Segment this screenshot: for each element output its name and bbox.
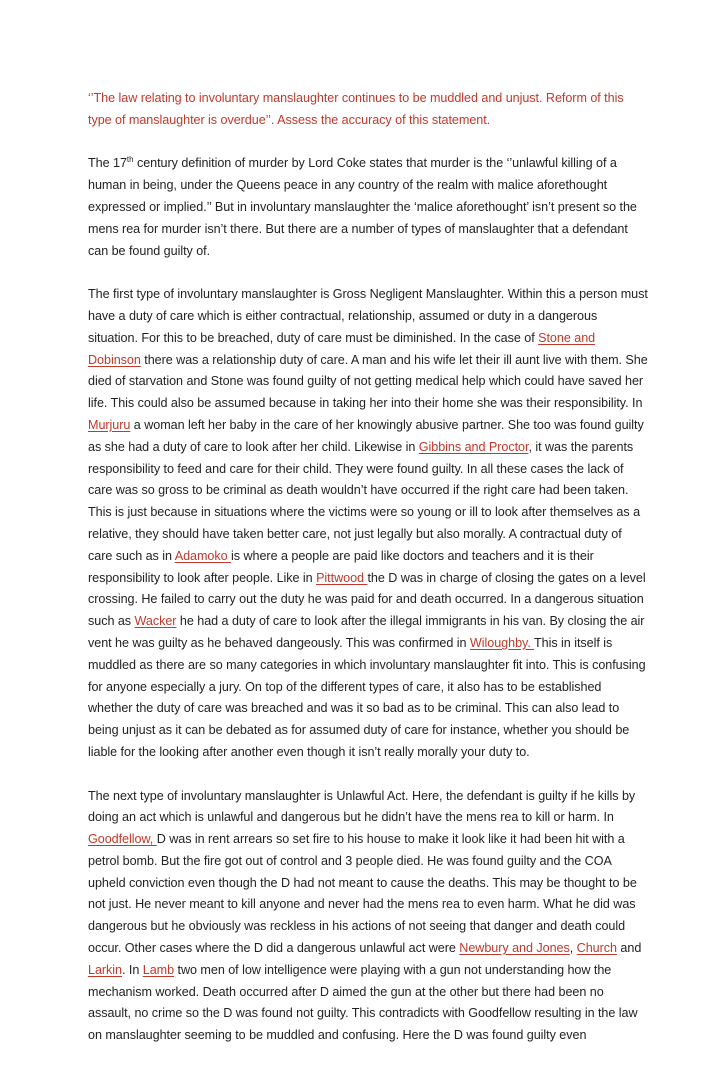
case-murjuru: Murjuru	[88, 417, 131, 432]
essay-title: ‘’The law relating to involuntary manslaughter continues to be muddled and unjust. Reform of this type of manslaughter is overdue’’. Assess the accuracy of this statement.	[88, 91, 624, 127]
text-run: . In	[122, 962, 143, 977]
case-wiloughby: Wiloughby.	[469, 635, 535, 650]
text-run: is where a people are paid like doctors and teachers and it is their responsibility to look after people. Like in	[88, 548, 594, 585]
text-run: two men of low intelligence were playing with a gun not understanding how the mechanism worked. Death occurred after D aimed the gun at the other but there had been no assault, no crime so the D was found not guilty. This contradicts with Goodfellow resulting in the law on manslaughter seeming to be muddled and confusing. Here the D was found guilty even	[88, 962, 638, 1043]
text-run: , it was the parents responsibility to feed and care for their child. They were found guilty. In all these cases the lack of care was so gross to be criminal as death wouldn’t have occurred if the right care had been taken. This is just because in situations where the victims were so young or ill to look after themselves as a relative, they should have taken better care, not just legally but also morally. A contractual duty of care such as in	[88, 439, 641, 563]
text-run: and	[616, 941, 642, 956]
text-run: there was a relationship duty of care. A man and his wife let their ill aunt live with them. She died of starvation and Stone was found guilty of not getting medical help which could have saved her life. This could also be assumed because in taking her into their home she was their responsibility. In	[88, 352, 648, 411]
case-newbury-and-jones: Newbury and Jones	[459, 941, 570, 956]
intro-text-a: The 17	[88, 156, 127, 171]
case-lamb: Lamb	[142, 962, 175, 977]
case-adamoko: Adamoko	[174, 548, 232, 563]
case-gibbins-and-proctor: Gibbins and Proctor	[418, 439, 529, 454]
text-run: This in itself is muddled as there are so many categories in which involuntary manslaughter fit into. This is confusing for anyone especially a jury. On top of the different types of care, it also has to be established whether the duty of care was breached and was it so bad as to be criminal. This can also lead to being unjust as it can be debated as for assumed duty of care for instance, whether you should be liable for the looking after another even though it isn’t really morally your duty to.	[88, 635, 646, 759]
text-run: The next type of involuntary manslaughter is Unlawful Act. Here, the defendant is guilty if he kills by doing an act which is unlawful and dangerous but he didn’t have the mens rea to kill or harm. In	[88, 788, 636, 825]
case-wacker: Wacker	[134, 614, 177, 629]
case-goodfellow: Goodfellow,	[88, 832, 157, 847]
text-run: ,	[569, 941, 577, 956]
paragraph-intro	[88, 153, 648, 262]
intro-text-b: century definition of murder by Lord Coke states that murder is the ‘’unlawful killing of a human in being, under the Queens peace in any country of the realm with malice aforethought expressed or implied.’’ But in involuntary manslaughter the ‘malice aforethought’ isn’t present so the mens rea for murder isn’t there. But there are a number of types of manslaughter that a defendant can be found guilty of.	[88, 156, 637, 258]
ordinal-suffix: th	[126, 155, 134, 165]
paragraph-gross-negligence	[88, 284, 648, 764]
text-run: the D was in charge of closing the gates on a level crossing. He failed to carry out the duty he was paid for and death occurred. In a dangerous situation such as	[88, 570, 646, 629]
text-run: a woman left her baby in the care of her knowingly abusive partner. She too was found guilty as she had a duty of care to look after her child. Likewise in	[88, 417, 644, 454]
case-stone-and-dobinson: Stone and Dobinson	[88, 330, 596, 367]
document-page	[88, 88, 648, 1069]
case-church: Church	[576, 941, 617, 956]
text-run: D was in rent arrears so set fire to his house to make it look like it had been hit with a petrol bomb. But the fire got out of control and 3 people died. He was found guilty and the COA upheld conviction even though the D had not meant to cause the deaths. This may be thought to be not just. He never meant to kill anyone and never had the mens rea to even harm. What he did was dangerous but he obviously was reckless in his actions of not seeing that danger and death could occur. Other cases where the D did a dangerous unlawful act were	[88, 832, 637, 956]
case-pittwood: Pittwood	[316, 570, 368, 585]
paragraph-unlawful-act	[88, 786, 648, 1048]
case-larkin: Larkin	[88, 962, 123, 977]
text-run: he had a duty of care to look after the illegal immigrants in his van. By closing the air vent he was guilty as he behaved dangeously. This was confirmed in	[88, 614, 645, 650]
text-run: The first type of involuntary manslaughter is Gross Negligent Manslaughter. Within this a person must have a duty of care which is either contractual, relationship, assumed or duty in a dangerous situation. For this to be breached, duty of care must be diminished. In the case of	[88, 287, 648, 345]
